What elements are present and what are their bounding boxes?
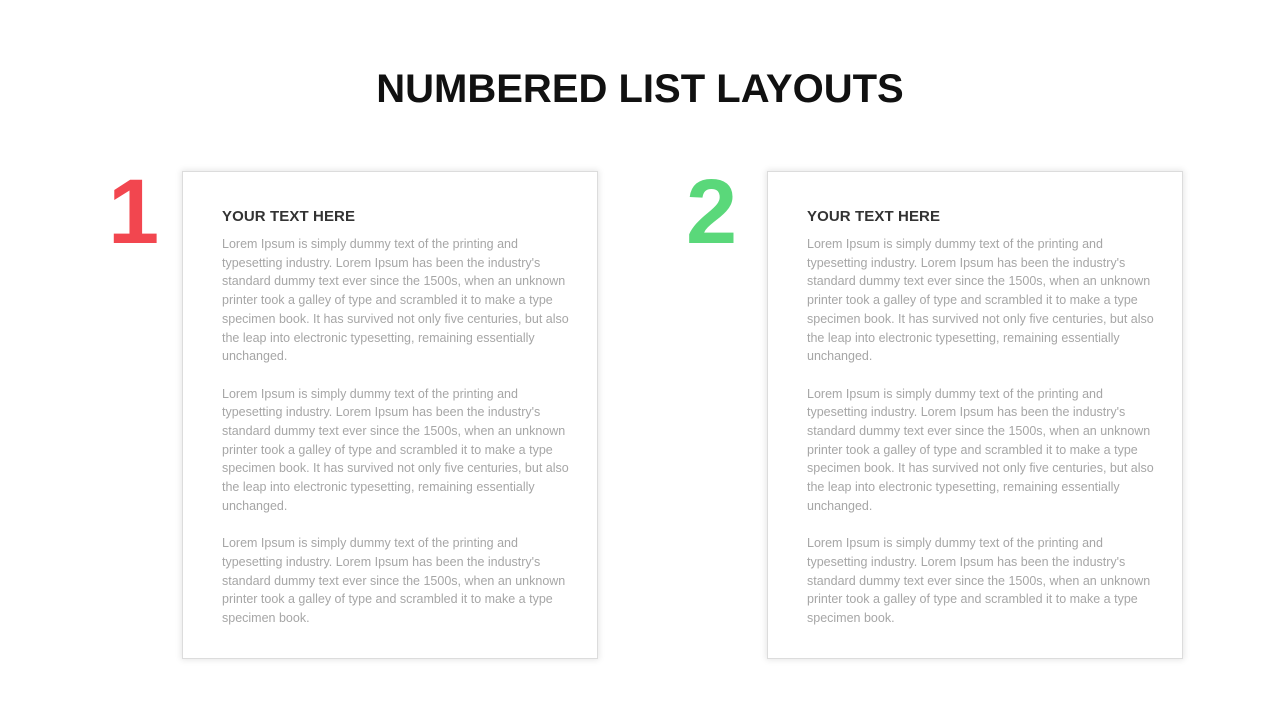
list-number-2: 2 xyxy=(686,161,738,263)
card-paragraph: Lorem Ipsum is simply dummy text of the printing and typesetting industry. Lorem Ipsum has been the industry's standard dummy text ever since the 1500s, when an unknown printer took a galley of type and scrambled it to make a type specimen book. xyxy=(807,536,1151,626)
card-paragraph: Lorem Ipsum is simply dummy text of the printing and typesetting industry. Lorem Ipsum has been the industry's standard dummy text ever since the 1500s, when an unknown printer took a galley of type and scrambled it to make a type specimen book. It has survived not only five centuries, but also the leap into electronic typesetting, remaining essentially unchanged. xyxy=(222,386,569,513)
card-body xyxy=(222,235,572,646)
card-paragraph: Lorem Ipsum is simply dummy text of the printing and typesetting industry. Lorem Ipsum has been the industry's standard dummy text ever since the 1500s, when an unknown printer took a galley of type and scrambled it to make a type specimen book. xyxy=(222,536,566,626)
slide-title: NUMBERED LIST LAYOUTS xyxy=(376,67,904,111)
list-item-card-1 xyxy=(182,171,598,659)
card-paragraph: Lorem Ipsum is simply dummy text of the printing and typesetting industry. Lorem Ipsum has been the industry's standard dummy text ever since the 1500s, when an unknown printer took a galley of type and scrambled it to make a type specimen book. It has survived not only five centuries, but also the leap into electronic typesetting, remaining essentially unchanged. xyxy=(222,237,569,364)
card-heading: YOUR TEXT HERE xyxy=(807,208,941,225)
card-paragraph: Lorem Ipsum is simply dummy text of the printing and typesetting industry. Lorem Ipsum has been the industry's standard dummy text ever since the 1500s, when an unknown printer took a galley of type and scrambled it to make a type specimen book. It has survived not only five centuries, but also the leap into electronic typesetting, remaining essentially unchanged. xyxy=(807,237,1154,364)
list-item-card-2 xyxy=(767,171,1183,659)
card-paragraph: Lorem Ipsum is simply dummy text of the printing and typesetting industry. Lorem Ipsum has been the industry's standard dummy text ever since the 1500s, when an unknown printer took a galley of type and scrambled it to make a type specimen book. It has survived not only five centuries, but also the leap into electronic typesetting, remaining essentially unchanged. xyxy=(807,386,1154,513)
card-heading: YOUR TEXT HERE xyxy=(222,208,356,225)
card-body xyxy=(807,235,1157,646)
list-number-1: 1 xyxy=(108,161,160,263)
